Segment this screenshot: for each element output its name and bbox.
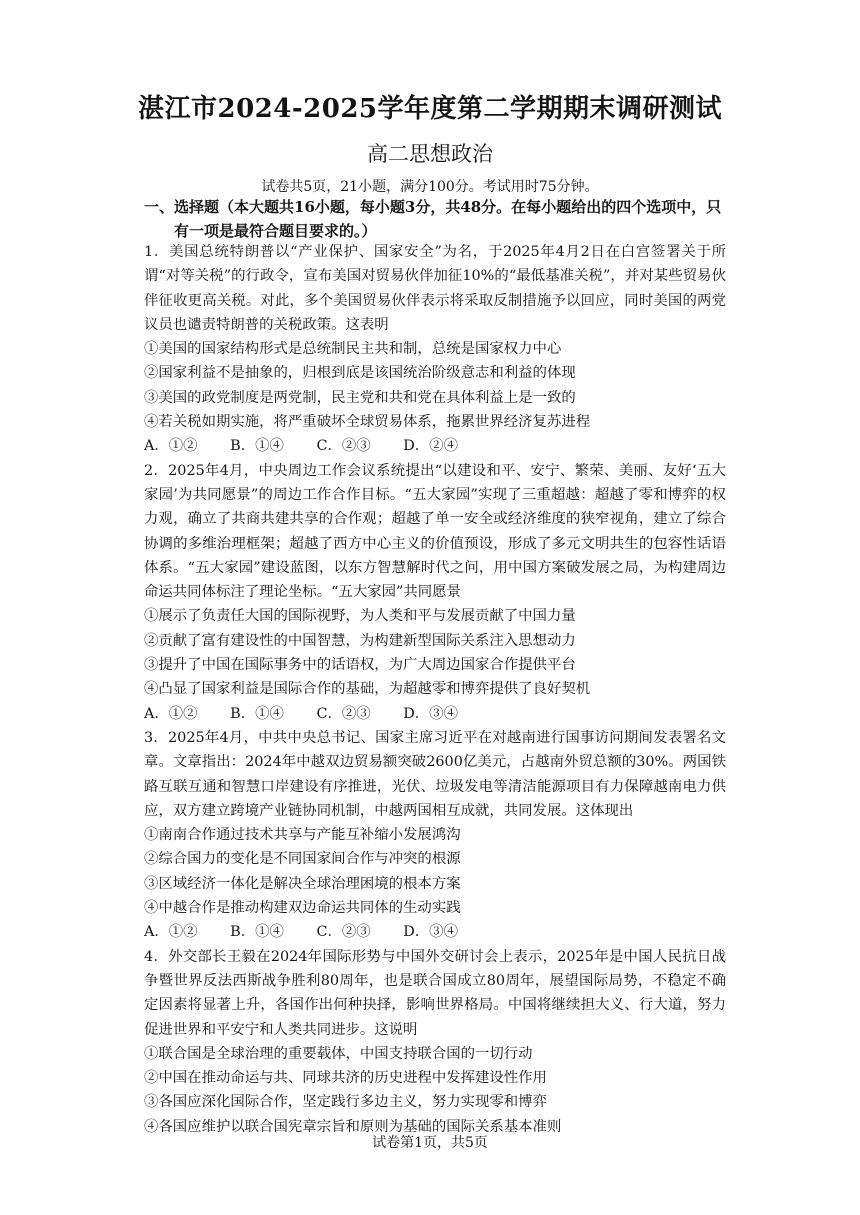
question-3 [144,726,726,945]
question-1-answers [144,434,726,458]
section-heading [144,195,724,243]
question-2-option-2: ②贡献了富有建设性的中国智慧，为构建新型国际关系注入思想动力 [144,632,576,649]
question-4-stem: 4．外交部长王毅在2024年国际形势与中国外交研讨会上表示，2025年是中国人民抗日战争暨世界反法西斯战争胜利80周年，也是联合国成立80周年，展望国际局势，不稳定不确定因素将显著上升，各国作出何种抉择，影响世界格局。中国将继续担大义、行大道，努力促进世界和平安宁和人类共同进步。这说明 [144,948,726,1038]
question-3-answer-a: A．①② [144,924,198,941]
question-1-answer-b: B．①④ [230,438,284,455]
question-1-stem: 1．美国总统特朗普以“产业保护、国家安全”为名，于2025年4月2日在白宫签署关于所谓“对等关税”的行政令，宣布美国对贸易伙伴加征10%的“最低基准关税”，并对某些贸易伙伴征收更高关税。对此，多个美国贸易伙伴表示将采取反制措施予以回应，同时美国的两党议员也谴责特朗普的关税政策。这表明 [144,244,726,333]
question-2-option-1: ①展示了负责任大国的国际视野，为人类和平与发展贡献了中国力量 [144,608,576,625]
section-heading-line1: 一、选择题（本大题共16小题，每小题3分，共48分。在每小题给出的四个选项中，只 [144,198,722,216]
question-2-answer-d: D．③④ [403,705,458,722]
questions-block [144,240,726,1139]
question-1-answer-d: D．②④ [403,438,458,455]
question-3-stem: 3．2025年4月，中共中央总书记、国家主席习近平在对越南进行国事访问期间发表署名文章。文章指出：2024年中越双边贸易额突破2600亿美元，占越南外贸总额的30%。两国铁路互联互通和智慧口岸建设有序推进，光伏、垃圾发电等清洁能源项目有力保障越南电力供应，双方建立跨境产业链协同机制，中越两国相互成就，共同发展。这体现出 [144,729,726,819]
question-3-answer-b: B．①④ [230,924,284,941]
section-heading-line2: 有一项是最符合题目要求的。） [174,222,377,240]
question-3-option-4: ④中越合作是推动构建双边命运共同体的生动实践 [144,900,461,917]
question-3-answer-d: D．③④ [403,924,458,941]
question-2-answers [144,702,726,726]
question-3-option-1: ①南南合作通过技术共享与产能互补缩小发展鸿沟 [144,827,461,844]
question-1 [144,240,726,459]
question-2-option-3: ③提升了中国在国际事务中的话语权，为广大周边国家合作提供平台 [144,657,576,674]
question-4-option-4: ④各国应维护以联合国宪章宗旨和原则为基础的国际关系基本准则 [144,1118,562,1135]
exam-title: 湛江市2024-2025学年度第二学期期末调研测试 [137,94,723,124]
question-2-stem: 2．2025年4月，中央周边工作会议系统提出“以建设和平、安宁、繁荣、美丽、友好‘五大家园’为共同愿景”的周边工作合作目标。“五大家园”实现了三重超越：超越了零和博弈的权力观，确立了共商共建共享的合作观；超越了单一安全或经济维度的狭窄视角，建立了综合协调的多维治理框架；超越了西方中心主义的价值预设，形成了多元文明共生的包容性话语体系。“五大家园”建设蓝图，以东方智慧解时代之问，用中国方案破发展之局，为构建周边命运共同体标注了理论坐标。“五大家园”共同愿景 [144,462,726,601]
question-1-option-1: ①美国的国家结构形式是总统制民主共和制，总统是国家权力中心 [144,341,562,358]
question-2-option-4: ④凸显了国家利益是国际合作的基础，为超越零和博弈提供了良好契机 [144,681,591,698]
question-2-answer-b: B．①④ [230,705,284,722]
question-4-option-3: ③各国应深化国际合作，坚定践行多边主义，努力实现零和博弈 [144,1094,547,1111]
question-1-option-2: ②国家利益不是抽象的，归根到底是该国统治阶级意志和利益的体现 [144,365,576,382]
question-1-option-3: ③美国的政党制度是两党制，民主党和共和党在具体利益上是一致的 [144,389,576,406]
question-1-answer-a: A．①② [144,438,198,455]
question-3-answer-c: C．②③ [316,924,371,941]
question-3-answers [144,920,726,944]
question-3-option-3: ③区域经济一体化是解决全球治理困境的根本方案 [144,875,461,892]
question-1-option-4: ④若关税如期实施，将严重破坏全球贸易体系，拖累世界经济复苏进程 [144,414,591,431]
question-1-answer-c: C．②③ [316,438,371,455]
page-footer: 试卷第1页，共5页 [372,1135,488,1151]
question-4 [144,945,726,1139]
question-3-option-2: ②综合国力的变化是不同国家间合作与冲突的根源 [144,851,461,868]
question-4-option-1: ①联合国是全球治理的重要载体，中国支持联合国的一切行动 [144,1045,533,1062]
exam-info: 试卷共5页，21小题，满分100分。考试用时75分钟。 [261,179,599,195]
question-2 [144,459,726,726]
question-4-option-2: ②中国在推动命运与共、同球共济的历史进程中发挥建设性作用 [144,1070,547,1087]
question-2-answer-c: C．②③ [316,705,371,722]
question-2-answer-a: A．①② [144,705,198,722]
exam-subject: 高二思想政治 [367,142,493,166]
